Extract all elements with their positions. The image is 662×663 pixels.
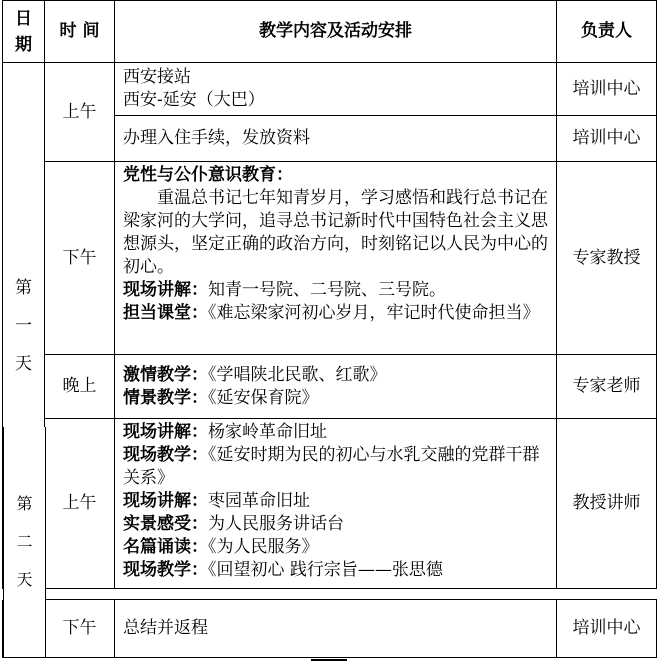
content-item xyxy=(123,421,550,444)
item-label: 现场讲解： xyxy=(123,491,208,511)
session-owner: 培训中心 xyxy=(557,63,657,116)
section-title: 党性与公仆意识教育： xyxy=(123,165,293,185)
item-text: 枣园革命旧址 xyxy=(208,491,310,511)
content-item xyxy=(123,279,550,302)
content-item xyxy=(123,513,550,536)
item-text: 《回望初心 践行宗旨——张思德 xyxy=(208,560,443,580)
item-text: 杨家岭革命旧址 xyxy=(208,422,327,442)
content-item xyxy=(123,536,550,559)
header-time: 时 间 xyxy=(45,1,115,63)
session-time: 下午 xyxy=(45,600,115,658)
session-time: 下午 xyxy=(45,162,115,355)
table-row xyxy=(3,419,657,589)
session-time: 上午 xyxy=(45,419,115,589)
session-content xyxy=(115,116,557,162)
item-label: 激情教学： xyxy=(123,364,208,385)
item-label: 现场讲解： xyxy=(123,280,208,300)
session-owner: 专家教授 xyxy=(557,162,657,355)
item-label: 名篇诵读： xyxy=(123,537,208,557)
header-content: 教学内容及活动安排 xyxy=(115,1,557,63)
content-line: 西安-延安（大巴） xyxy=(123,90,265,110)
content-item xyxy=(123,444,550,490)
header-row xyxy=(3,1,657,63)
session-content xyxy=(115,63,557,116)
session-owner: 培训中心 xyxy=(557,116,657,162)
day-char: 第 xyxy=(15,277,32,298)
content-item xyxy=(123,364,550,387)
table-row xyxy=(3,600,657,658)
day-char: 一 xyxy=(15,315,32,336)
day-char: 二 xyxy=(16,532,33,551)
item-label: 现场讲解： xyxy=(123,422,208,442)
schedule-table-continued xyxy=(2,599,657,658)
header-day-char: 期 xyxy=(15,34,32,55)
page-footer-mark xyxy=(311,659,347,661)
session-time: 晚上 xyxy=(45,355,115,419)
content-line: 总结并返程 xyxy=(123,618,208,638)
day-label-2 xyxy=(3,427,46,657)
schedule-table xyxy=(2,0,657,589)
header-day-char: 日 xyxy=(15,8,32,29)
item-text: 《延安保育院》 xyxy=(208,387,319,408)
content-item xyxy=(123,302,550,325)
item-text: 为人民服务讲话台 xyxy=(208,514,344,534)
item-label: 实景感受： xyxy=(123,514,208,534)
item-label: 现场教学： xyxy=(123,560,208,580)
day-char: 天 xyxy=(16,570,33,589)
item-label: 情景教学： xyxy=(123,387,208,408)
content-item xyxy=(123,387,550,410)
item-text: 知青一号院、二号院、三号院。 xyxy=(208,280,446,300)
session-content xyxy=(115,162,557,355)
day-char: 第 xyxy=(16,494,33,513)
session-content xyxy=(115,419,557,589)
content-item xyxy=(123,490,550,513)
session-content xyxy=(115,600,557,658)
content-item xyxy=(123,559,550,582)
content-line: 办理入住手续，发放资料 xyxy=(123,128,310,148)
item-text: 《延安时期为民的初心与水乳交融的党群干群关系》 xyxy=(123,445,540,488)
session-time: 上午 xyxy=(45,63,115,162)
session-content xyxy=(115,355,557,419)
item-text: 《难忘梁家河初心岁月，牢记时代使命担当》 xyxy=(208,303,540,323)
item-label: 现场教学： xyxy=(123,445,208,465)
item-label: 担当课堂： xyxy=(123,303,208,323)
table-row xyxy=(3,355,657,419)
item-text: 《学唱陕北民歌、红歌》 xyxy=(208,364,387,385)
table-row xyxy=(3,63,657,116)
table-row xyxy=(3,162,657,355)
session-owner: 培训中心 xyxy=(557,600,657,658)
header-owner: 负责人 xyxy=(557,1,657,63)
item-text: 《为人民服务》 xyxy=(208,537,319,557)
header-day xyxy=(3,1,45,63)
section-paragraph: 重温总书记七年知青岁月，学习感悟和践行总书记在梁家河的大学问，追寻总书记新时代中国特色社会主义思想源头，坚定正确的政治方向，时刻铭记以人民为中心的初心。 xyxy=(123,188,548,277)
content-line: 西安接站 xyxy=(123,67,191,87)
day-char: 天 xyxy=(15,353,32,374)
session-owner: 教授讲师 xyxy=(557,419,657,589)
session-owner: 专家老师 xyxy=(557,355,657,419)
